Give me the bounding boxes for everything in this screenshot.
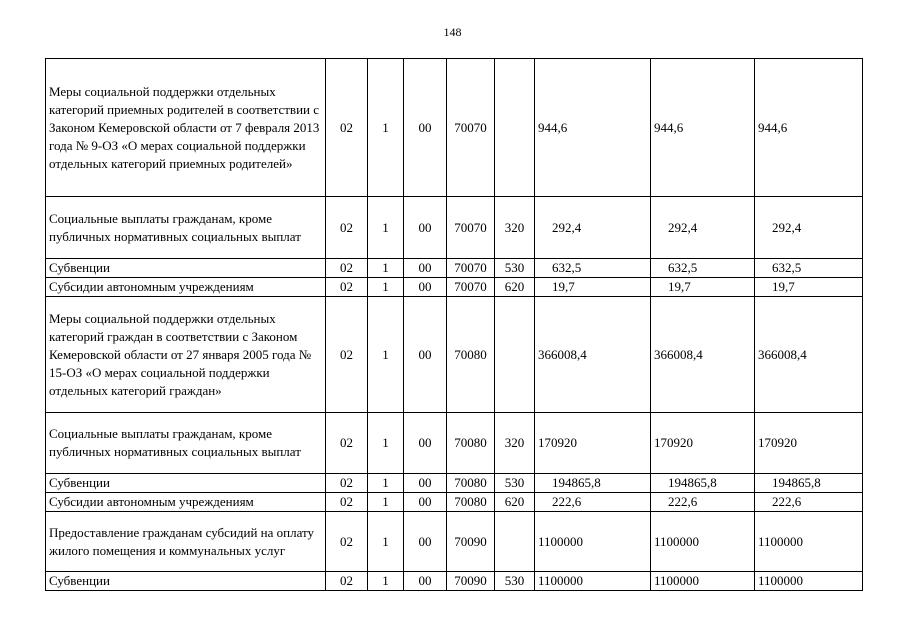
amount-year-3: 292,4	[755, 197, 863, 259]
subsection-code: 1	[368, 413, 404, 474]
subsection-code: 1	[368, 259, 404, 278]
subsection-code: 1	[368, 297, 404, 413]
row-name: Социальные выплаты гражданам, кроме публичных нормативных социальных выплат	[46, 413, 326, 474]
expense-type-code	[495, 297, 535, 413]
program-code: 00	[404, 512, 447, 572]
table-row	[46, 474, 863, 493]
table-row	[46, 297, 863, 413]
program-code: 00	[404, 493, 447, 512]
subsection-code: 1	[368, 59, 404, 197]
target-code: 70080	[447, 493, 495, 512]
budget-table	[45, 58, 863, 591]
amount-year-2: 1100000	[651, 572, 755, 591]
amount-year-1: 170920	[535, 413, 651, 474]
section-code: 02	[326, 278, 368, 297]
amount-year-1: 944,6	[535, 59, 651, 197]
amount-year-1: 222,6	[535, 493, 651, 512]
table-row	[46, 413, 863, 474]
table-row	[46, 59, 863, 197]
section-code: 02	[326, 493, 368, 512]
row-name: Субвенции	[46, 259, 326, 278]
amount-year-1: 366008,4	[535, 297, 651, 413]
expense-type-code: 530	[495, 259, 535, 278]
target-code: 70070	[447, 59, 495, 197]
program-code: 00	[404, 197, 447, 259]
expense-type-code: 530	[495, 474, 535, 493]
amount-year-2: 194865,8	[651, 474, 755, 493]
row-name: Субсидии автономным учреждениям	[46, 493, 326, 512]
program-code: 00	[404, 59, 447, 197]
target-code: 70080	[447, 297, 495, 413]
page-number: 148	[443, 25, 462, 39]
table-row	[46, 259, 863, 278]
amount-year-3: 170920	[755, 413, 863, 474]
subsection-code: 1	[368, 278, 404, 297]
table-row	[46, 197, 863, 259]
amount-year-2: 222,6	[651, 493, 755, 512]
program-code: 00	[404, 259, 447, 278]
section-code: 02	[326, 512, 368, 572]
amount-year-1: 1100000	[535, 512, 651, 572]
section-code: 02	[326, 572, 368, 591]
program-code: 00	[404, 572, 447, 591]
row-name: Субвенции	[46, 474, 326, 493]
amount-year-3: 366008,4	[755, 297, 863, 413]
subsection-code: 1	[368, 512, 404, 572]
subsection-code: 1	[368, 493, 404, 512]
table-row	[46, 278, 863, 297]
amount-year-2: 1100000	[651, 512, 755, 572]
expense-type-code: 320	[495, 413, 535, 474]
row-name: Субсидии автономным учреждениям	[46, 278, 326, 297]
target-code: 70080	[447, 413, 495, 474]
program-code: 00	[404, 413, 447, 474]
target-code: 70070	[447, 278, 495, 297]
expense-type-code: 620	[495, 493, 535, 512]
amount-year-2: 366008,4	[651, 297, 755, 413]
expense-type-code	[495, 512, 535, 572]
section-code: 02	[326, 197, 368, 259]
amount-year-2: 292,4	[651, 197, 755, 259]
amount-year-2: 944,6	[651, 59, 755, 197]
amount-year-1: 194865,8	[535, 474, 651, 493]
expense-type-code: 620	[495, 278, 535, 297]
target-code: 70090	[447, 572, 495, 591]
subsection-code: 1	[368, 197, 404, 259]
subsection-code: 1	[368, 572, 404, 591]
section-code: 02	[326, 413, 368, 474]
amount-year-3: 1100000	[755, 512, 863, 572]
target-code: 70070	[447, 259, 495, 278]
row-name: Меры социальной поддержки отдельных категорий приемных родителей в соответствии с Законом Кемеровской области от 7 февраля 2013 года № 9-ОЗ «О мерах социальной поддержки отдельных категорий приемных родителей»	[46, 59, 326, 197]
row-name: Предоставление гражданам субсидий на оплату жилого помещения и коммунальных услуг	[46, 512, 326, 572]
section-code: 02	[326, 297, 368, 413]
row-name: Субвенции	[46, 572, 326, 591]
amount-year-1: 1100000	[535, 572, 651, 591]
expense-type-code: 530	[495, 572, 535, 591]
section-code: 02	[326, 259, 368, 278]
target-code: 70080	[447, 474, 495, 493]
expense-type-code	[495, 59, 535, 197]
amount-year-1: 292,4	[535, 197, 651, 259]
expense-type-code: 320	[495, 197, 535, 259]
row-name: Меры социальной поддержки отдельных категорий граждан в соответствии с Законом Кемеровской области от 27 января 2005 года № 15-ОЗ «О мерах социальной поддержки отдельных категорий граждан»	[46, 297, 326, 413]
table-row	[46, 572, 863, 591]
amount-year-3: 222,6	[755, 493, 863, 512]
section-code: 02	[326, 59, 368, 197]
amount-year-3: 19,7	[755, 278, 863, 297]
amount-year-1: 19,7	[535, 278, 651, 297]
table-row	[46, 493, 863, 512]
amount-year-2: 19,7	[651, 278, 755, 297]
amount-year-3: 194865,8	[755, 474, 863, 493]
amount-year-3: 944,6	[755, 59, 863, 197]
amount-year-2: 170920	[651, 413, 755, 474]
program-code: 00	[404, 278, 447, 297]
subsection-code: 1	[368, 474, 404, 493]
table-row	[46, 512, 863, 572]
program-code: 00	[404, 474, 447, 493]
amount-year-1: 632,5	[535, 259, 651, 278]
target-code: 70070	[447, 197, 495, 259]
amount-year-3: 632,5	[755, 259, 863, 278]
row-name: Социальные выплаты гражданам, кроме публичных нормативных социальных выплат	[46, 197, 326, 259]
amount-year-2: 632,5	[651, 259, 755, 278]
section-code: 02	[326, 474, 368, 493]
program-code: 00	[404, 297, 447, 413]
target-code: 70090	[447, 512, 495, 572]
amount-year-3: 1100000	[755, 572, 863, 591]
